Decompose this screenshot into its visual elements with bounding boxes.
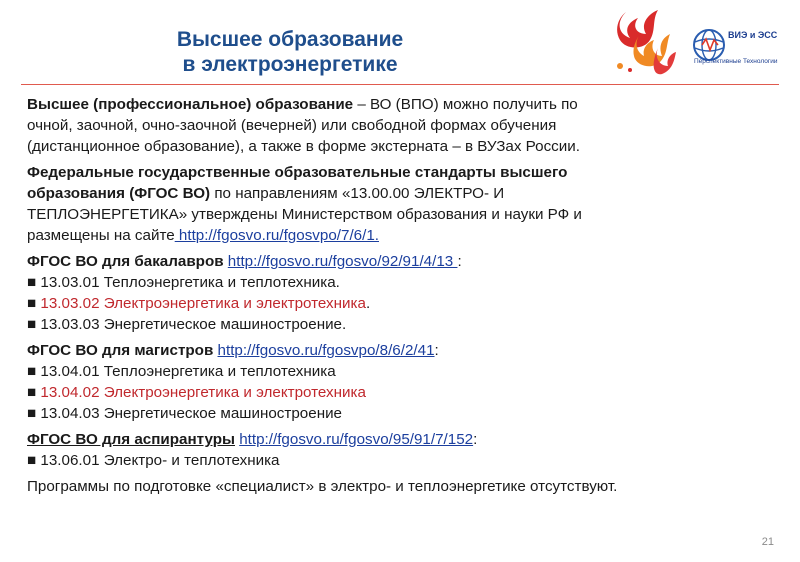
intro-line-3: (дистанционное образование), а также в форме экстерната – в ВУЗах России. [27,138,580,155]
standards-line-3: ТЕПЛОЭНЕРГЕТИКА» утверждены Министерством образования и науки РФ и [27,206,582,223]
org-name: ВИЭ и ЭСС [728,30,778,40]
bachelor-colon: : [457,253,462,270]
standards-bold-1: Федеральные государственные образовательные стандарты высшего [27,164,568,181]
postgrad-link[interactable]: http://fgosvo.ru/fgosvo/95/91/7/152 [239,431,474,448]
master-link[interactable]: http://fgosvo.ru/fgosvpo/8/6/2/41 [217,342,435,359]
title-divider [21,84,779,85]
slide-title [150,27,430,77]
list-item-text: 13.06.01 Электро- и теплотехника [36,452,280,469]
fgosvpo-link[interactable]: http://fgosvo.ru/fgosvpo/7/6/1. [174,227,379,244]
title-line-2: в электроэнергетике [182,53,398,76]
bachelor-heading: ФГОС ВО для бакалавров [27,253,224,270]
master-section [27,340,779,424]
bullet-square-icon: ■ [27,384,37,401]
list-item [27,314,779,335]
list-item [27,403,779,424]
slide-body [27,94,779,502]
list-item-text: 13.04.03 Энергетическое машиностроение [36,405,343,422]
intro-paragraph [27,94,779,157]
list-item [27,361,779,382]
org-subtitle: Перспективные Технологии [694,58,778,65]
list-item [27,382,779,403]
list-item-text-highlight: 13.03.02 Электроэнергетика и электротехника [36,295,366,312]
list-item-text-highlight: 13.04.02 Электроэнергетика и электротехника [36,384,366,401]
list-item [27,272,779,293]
org-logo [688,28,784,72]
bullet-square-icon: ■ [27,295,37,312]
list-item-text: 13.03.01 Теплоэнергетика и теплотехника. [36,274,340,291]
intro-bold: Высшее (профессиональное) образование [27,96,354,113]
list-item-text: 13.04.01 Теплоэнергетика и теплотехника [36,363,336,380]
bullet-square-icon: ■ [27,274,37,291]
postgrad-heading: ФГОС ВО для аспирантуры [27,431,235,448]
bullet-square-icon: ■ [27,363,37,380]
bullet-square-icon: ■ [27,452,37,469]
master-heading: ФГОС ВО для магистров [27,342,214,359]
postgrad-section [27,429,779,471]
standards-site-text: размещены на сайте [27,227,175,244]
flame-logo-icon [596,4,686,80]
list-item [27,293,779,314]
postgrad-colon: : [473,431,478,448]
list-item-tail: . [365,295,371,312]
page-number: 21 [761,536,774,548]
footer-note: Программы по подготовке «специалист» в электро- и теплоэнергетике отсутствуют. [27,478,618,495]
title-line-1: Высшее образование [176,28,404,51]
master-colon: : [434,342,439,359]
bachelor-link[interactable]: http://fgosvo.ru/fgosvo/92/91/4/13 [227,253,458,270]
bullet-square-icon: ■ [27,405,37,422]
list-item-text: 13.03.03 Энергетическое машиностроение. [36,316,347,333]
intro-text: – ВО (ВПО) можно получить по [353,96,578,113]
standards-paragraph [27,162,779,246]
bullet-square-icon: ■ [27,316,37,333]
intro-line-2: очной, заочной, очно-заочной (вечерней) или свободной формах обучения [27,117,557,134]
standards-text-2: по направлениям «13.00.00 ЭЛЕКТРО- И [210,185,505,202]
globe-icon [692,28,726,62]
bachelor-section [27,251,779,335]
list-item [27,450,779,471]
standards-bold-2: образования (ФГОС ВО) [27,185,211,202]
